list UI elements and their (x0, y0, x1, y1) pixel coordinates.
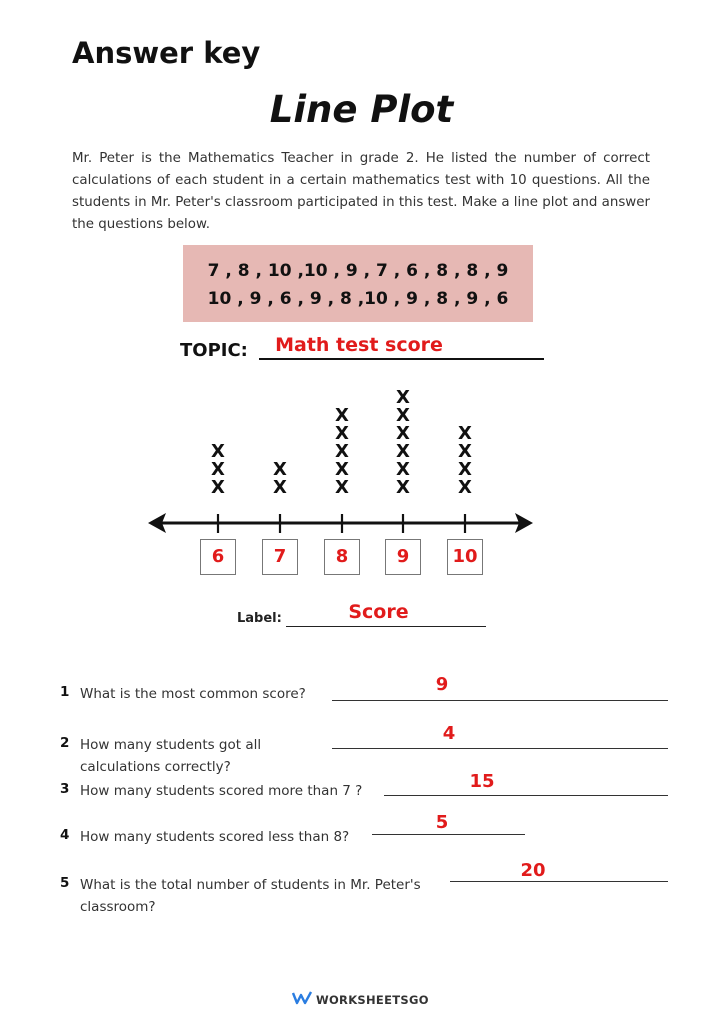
label-answer: Score (348, 601, 409, 623)
x-mark-8-3: X (335, 441, 349, 462)
x-mark-8-5: X (335, 405, 349, 426)
answer-key-heading: Answer key (72, 36, 261, 70)
question-2-text: How many students got all calculations correctly? (80, 737, 262, 775)
tick-label-8: 8 (324, 539, 360, 575)
x-mark-8-4: X (335, 423, 349, 444)
topic-answer-line (259, 358, 544, 360)
x-mark-6-2: X (211, 459, 225, 480)
question-1-number: 1 (60, 684, 70, 700)
topic-label: TOPIC: (180, 340, 248, 361)
x-mark-10-2: X (458, 459, 472, 480)
x-mark-9-5: X (396, 405, 410, 426)
data-line-2: 10 , 9 , 6 , 9 , 8 ,10 , 9 , 8 , 9 , 6 (207, 289, 509, 309)
x-mark-9-1: X (396, 477, 410, 498)
topic-answer: Math test score (275, 334, 443, 356)
line-plot-svg (140, 390, 540, 535)
x-mark-7-2: X (273, 459, 287, 480)
topic-row (0, 336, 723, 366)
question-4-text: How many students scored less than 8? (80, 829, 350, 845)
x-mark-6-1: X (211, 477, 225, 498)
question-3-number: 3 (60, 781, 70, 797)
tick-label-6: 6 (200, 539, 236, 575)
footer (0, 990, 723, 1014)
label-row (237, 598, 497, 628)
x-mark-10-4: X (458, 423, 472, 444)
data-line-1: 7 , 8 , 10 ,10 , 9 , 7 , 6 , 8 , 8 , 9 (207, 261, 509, 281)
x-mark-9-3: X (396, 441, 410, 462)
question-1-text: What is the most common score? (80, 686, 306, 702)
question-3-text: How many students scored more than 7 ? (80, 783, 363, 799)
tick-label-10: 10 (447, 539, 483, 575)
question-4-answer: 5 (435, 812, 449, 833)
question-4-number: 4 (60, 827, 70, 843)
label-answer-line (286, 626, 486, 627)
x-mark-6-3: X (211, 441, 225, 462)
label-label: Label: (237, 611, 282, 626)
x-mark-8-1: X (335, 477, 349, 498)
question-5-number: 5 (60, 875, 70, 891)
question-1-answer-line (332, 700, 668, 701)
intro-paragraph: Mr. Peter is the Mathematics Teacher in grade 2. He listed the number of correct calculations of each student in a certain mathematics test with 10 questions. All the students in Mr. Peter's classroom participated in this test. Make a line plot and answer the questions below. (72, 151, 650, 232)
x-mark-9-4: X (396, 423, 410, 444)
line-plot (140, 390, 540, 590)
question-4-answer-line (372, 834, 525, 835)
question-5-answer: 20 (520, 860, 546, 881)
tick-label-7: 7 (262, 539, 298, 575)
question-3-answer: 15 (469, 771, 495, 792)
x-mark-8-2: X (335, 459, 349, 480)
tick-label-9: 9 (385, 539, 421, 575)
question-5-answer-line (450, 881, 668, 882)
question-5-text: What is the total number of students in Mr. Peter's classroom? (80, 877, 421, 915)
question-1-answer: 9 (435, 674, 449, 695)
question-2-answer: 4 (442, 723, 456, 744)
page-title: Line Plot (269, 88, 454, 131)
data-box (183, 245, 533, 322)
footer-brand: WORKSHEETSGO (316, 992, 429, 1007)
question-2-number: 2 (60, 735, 70, 751)
question-3-answer-line (384, 795, 668, 796)
x-mark-7-1: X (273, 477, 287, 498)
x-mark-9-6: X (396, 390, 410, 408)
x-mark-9-2: X (396, 459, 410, 480)
x-mark-10-3: X (458, 441, 472, 462)
question-2-answer-line (332, 748, 668, 749)
x-mark-10-1: X (458, 477, 472, 498)
worksheetsgo-logo-icon (292, 990, 312, 1009)
